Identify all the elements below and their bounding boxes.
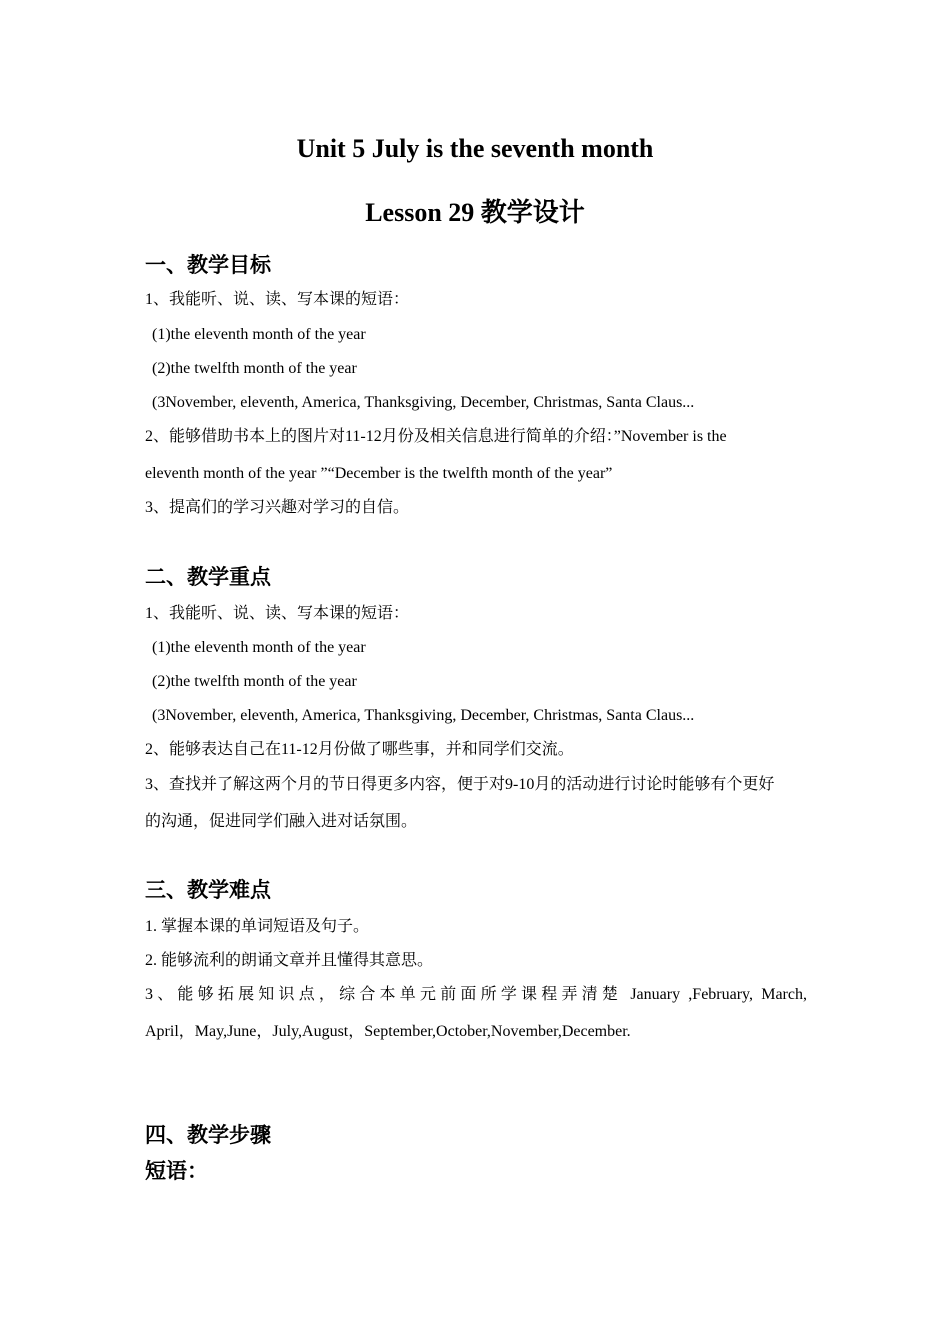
key-point-line: 3、查找并了解这两个月的节日得更多内容，便于对9-10月的活动进行讨论时能够有个更好 bbox=[145, 776, 775, 793]
document-subtitle: Lesson 29 教学设计 bbox=[365, 198, 585, 227]
key-point-line: 2、能够表达自己在11-12月份做了哪些事，并和同学们交流。 bbox=[145, 741, 574, 758]
objective-line: 2、能够借助书本上的图片对11-12月份及相关信息进行简单的介绍：”November is the bbox=[145, 428, 727, 445]
steps-subheading-phrases: 短语： bbox=[145, 1159, 208, 1183]
section-heading-key-points: 二、教学重点 bbox=[145, 565, 271, 589]
key-point-line: 的沟通，促进同学们融入进对话氛围。 bbox=[145, 813, 418, 830]
section-heading-difficulties: 三、教学难点 bbox=[145, 878, 271, 902]
difficulty-line: 2. 能够流利的朗诵文章并且懂得其意思。 bbox=[145, 952, 434, 969]
objective-line: (1)the eleventh month of the year bbox=[152, 326, 366, 343]
difficulty-line: 1. 掌握本课的单词短语及句子。 bbox=[145, 918, 370, 935]
key-point-line: (2)the twelfth month of the year bbox=[152, 673, 357, 690]
section-heading-steps: 四、教学步骤 bbox=[145, 1123, 271, 1147]
objective-line: 3、提高们的学习兴趣对学习的自信。 bbox=[145, 499, 410, 516]
objective-line: (3November, eleventh, America, Thanksgiving, December, Christmas, Santa Claus... bbox=[152, 394, 695, 411]
key-point-line: (1)the eleventh month of the year bbox=[152, 639, 366, 656]
document-title: Unit 5 July is the seventh month bbox=[296, 134, 654, 163]
difficulty-line: April，May,June，July,August，September,October,November,December. bbox=[145, 1023, 631, 1040]
key-point-line: (3November, eleventh, America, Thanksgiving, December, Christmas, Santa Claus... bbox=[152, 707, 695, 724]
objective-line: 1、我能听、说、读、写本课的短语： bbox=[145, 291, 410, 308]
key-point-line: 1、我能听、说、读、写本课的短语： bbox=[145, 605, 410, 622]
objective-line: eleventh month of the year ”“December is the twelfth month of the year” bbox=[145, 465, 613, 482]
difficulty-line: 3、能够拓展知识点，综合本单元前面所学课程弄清楚 January ,February, March, bbox=[145, 986, 807, 1003]
section-heading-objectives: 一、教学目标 bbox=[145, 253, 271, 277]
objective-line: (2)the twelfth month of the year bbox=[152, 360, 357, 377]
